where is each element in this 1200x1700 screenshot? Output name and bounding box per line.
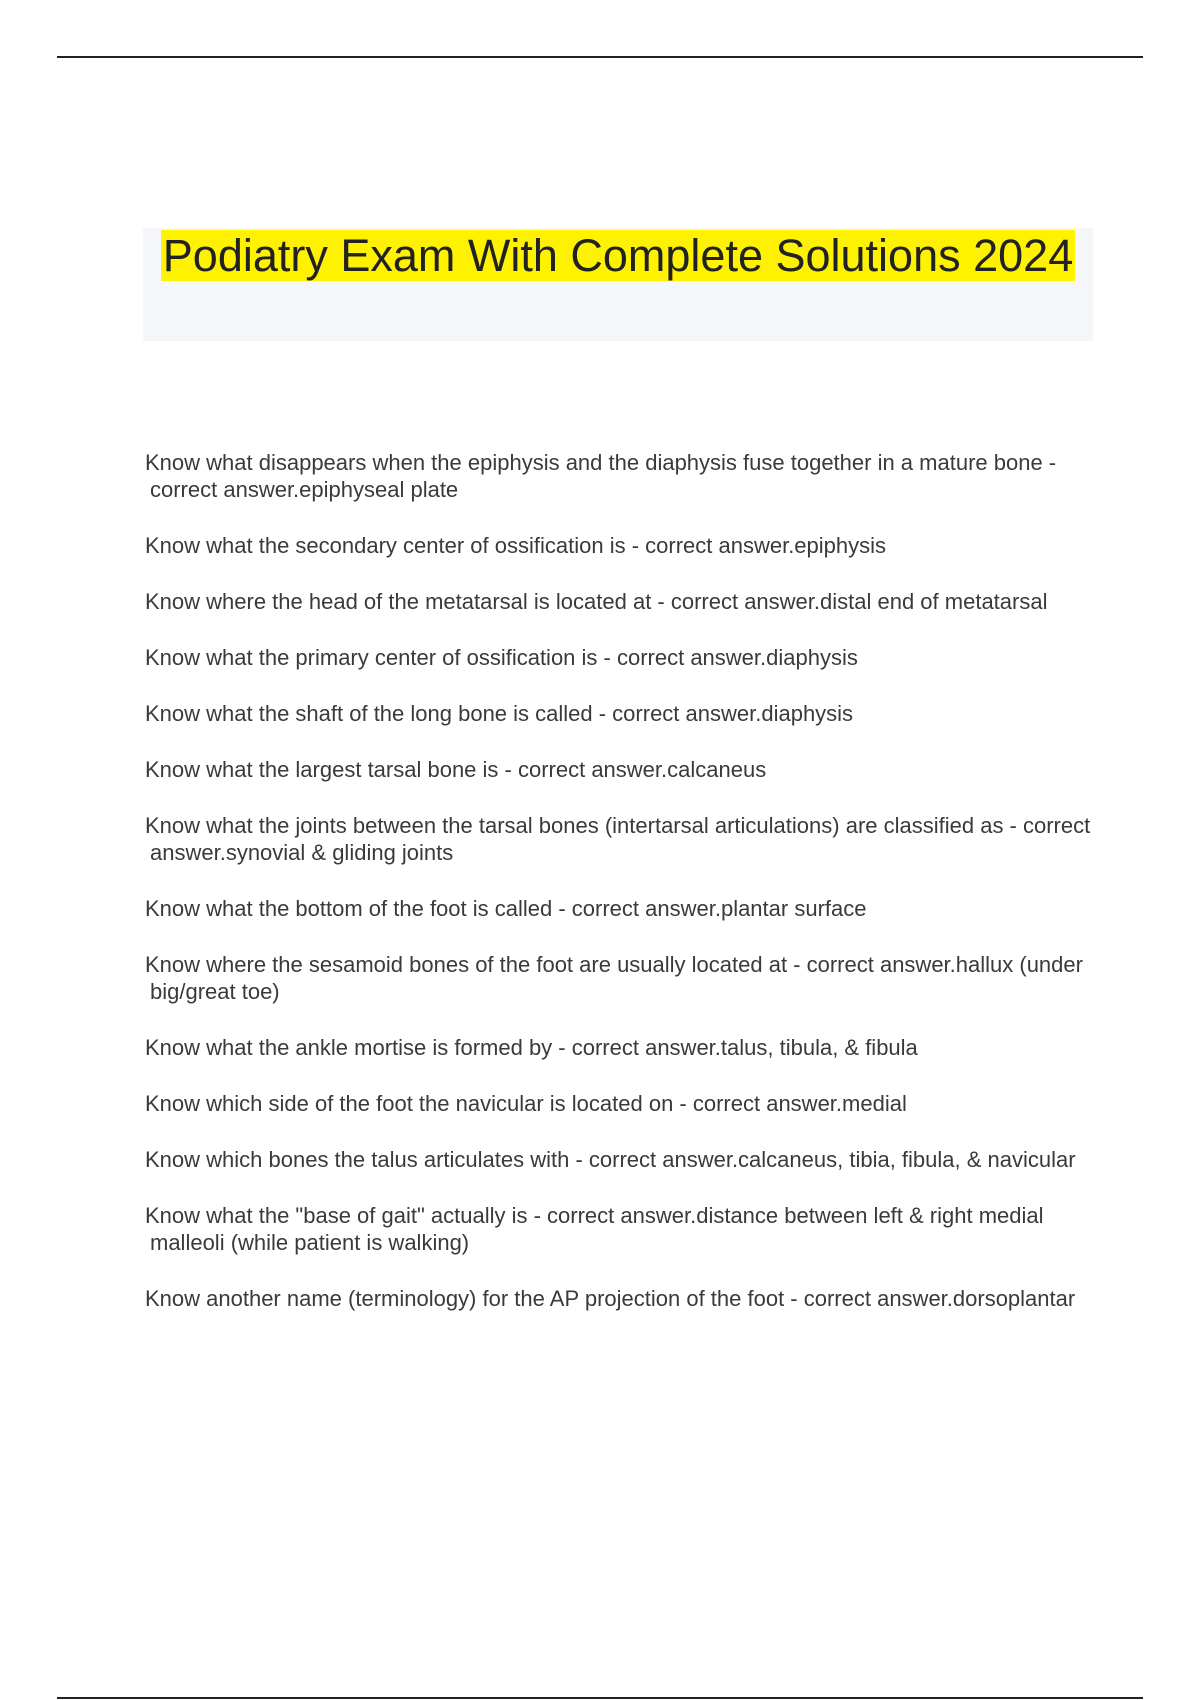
qa-item: Know where the head of the metatarsal is located at - correct answer.distal end of metatarsal [145, 589, 1048, 614]
question-answer-list [145, 449, 1095, 1341]
qa-item: Know which side of the foot the navicular is located on - correct answer.medial [145, 1091, 907, 1116]
qa-item: Know what the "base of gait" actually is - correct answer.distance between left & right medial malleoli (while patient is walking) [145, 1203, 1044, 1255]
qa-item: Know what the largest tarsal bone is - correct answer.calcaneus [145, 757, 767, 782]
top-divider [57, 56, 1143, 58]
qa-item: Know what the shaft of the long bone is called - correct answer.diaphysis [145, 701, 854, 726]
qa-item: Know what the bottom of the foot is called - correct answer.plantar surface [145, 896, 867, 921]
title-banner [143, 228, 1093, 341]
qa-item: Know where the sesamoid bones of the foot are usually located at - correct answer.hallux (under big/great toe) [145, 952, 1083, 1004]
bottom-divider [57, 1697, 1143, 1699]
qa-item: Know which bones the talus articulates with - correct answer.calcaneus, tibia, fibula, & navicular [145, 1147, 1076, 1172]
qa-item: Know what the ankle mortise is formed by - correct answer.talus, tibula, & fibula [145, 1035, 918, 1060]
qa-item: Know what the primary center of ossification is - correct answer.diaphysis [145, 645, 858, 670]
qa-item: Know another name (terminology) for the AP projection of the foot - correct answer.dorsoplantar [145, 1286, 1076, 1311]
qa-item: Know what the joints between the tarsal bones (intertarsal articulations) are classified as - correct answer.synovial & gliding joints [145, 813, 1091, 865]
qa-item: Know what the secondary center of ossification is - correct answer.epiphysis [145, 533, 887, 558]
page-title: Podiatry Exam With Complete Solutions 2024 [162, 230, 1074, 281]
qa-item: Know what disappears when the epiphysis and the diaphysis fuse together in a mature bone - correct answer.epiphyseal plate [145, 450, 1057, 502]
